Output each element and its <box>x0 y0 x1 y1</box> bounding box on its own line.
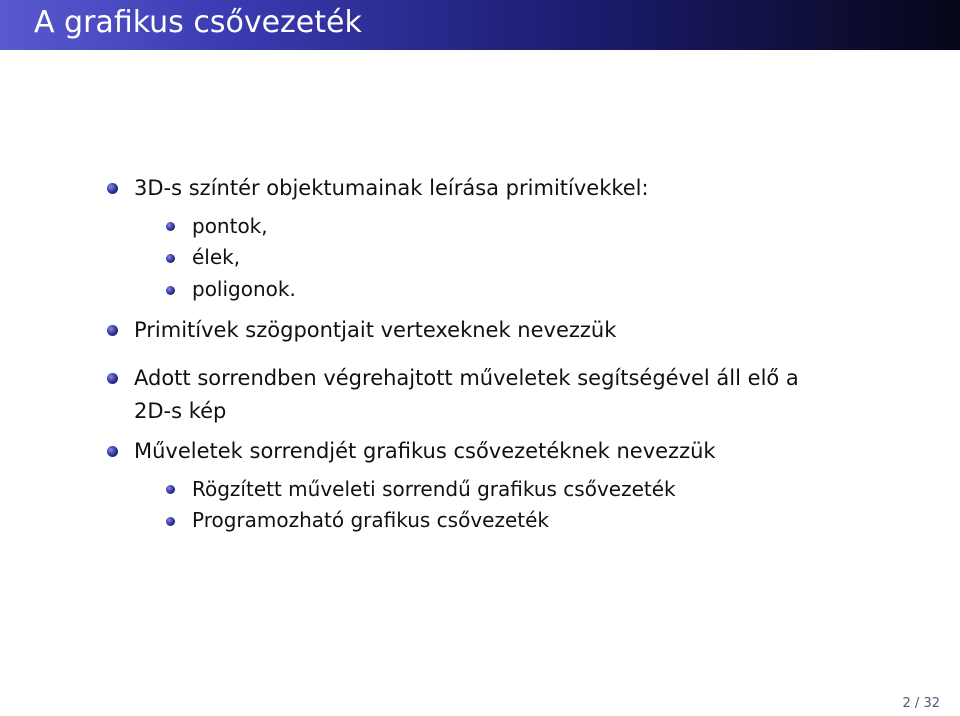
slide-title: A grafikus csővezeték <box>34 5 362 40</box>
sub-bullet-icon <box>166 485 175 494</box>
sub-bullet-text: poligonok. <box>192 277 296 301</box>
bullet-text: 3D-s színtér objektumainak leírása primitívekkel: <box>134 176 649 200</box>
bullet-text: Primitívek szögpontjait vertexeknek nevezzük <box>134 318 617 342</box>
sub-bullet-text: Programozható grafikus csővezeték <box>192 508 550 532</box>
bullet-icon <box>107 446 118 457</box>
sub-bullet-icon <box>166 222 175 231</box>
sub-bullet-text: Rögzített műveleti sorrendű grafikus csővezeték <box>192 477 676 501</box>
sub-bullet-icon <box>166 286 175 295</box>
sub-bullet-text: pontok, <box>192 214 268 238</box>
sub-bullet-icon <box>166 254 175 263</box>
bullet-text: Műveletek sorrendjét grafikus csővezetéknek nevezzük <box>134 439 716 463</box>
bullet-icon <box>107 373 118 384</box>
sub-bullet-text: élek, <box>192 245 241 269</box>
bullet-text-line1: Adott sorrendben végrehajtott műveletek segítségével áll elő a <box>134 366 799 390</box>
bullet-icon <box>107 325 118 336</box>
sub-bullet-icon <box>166 517 175 526</box>
bullet-icon <box>107 183 118 194</box>
bullet-text-line2: 2D-s kép <box>134 399 227 423</box>
page-number: 2 / 32 <box>902 696 940 711</box>
